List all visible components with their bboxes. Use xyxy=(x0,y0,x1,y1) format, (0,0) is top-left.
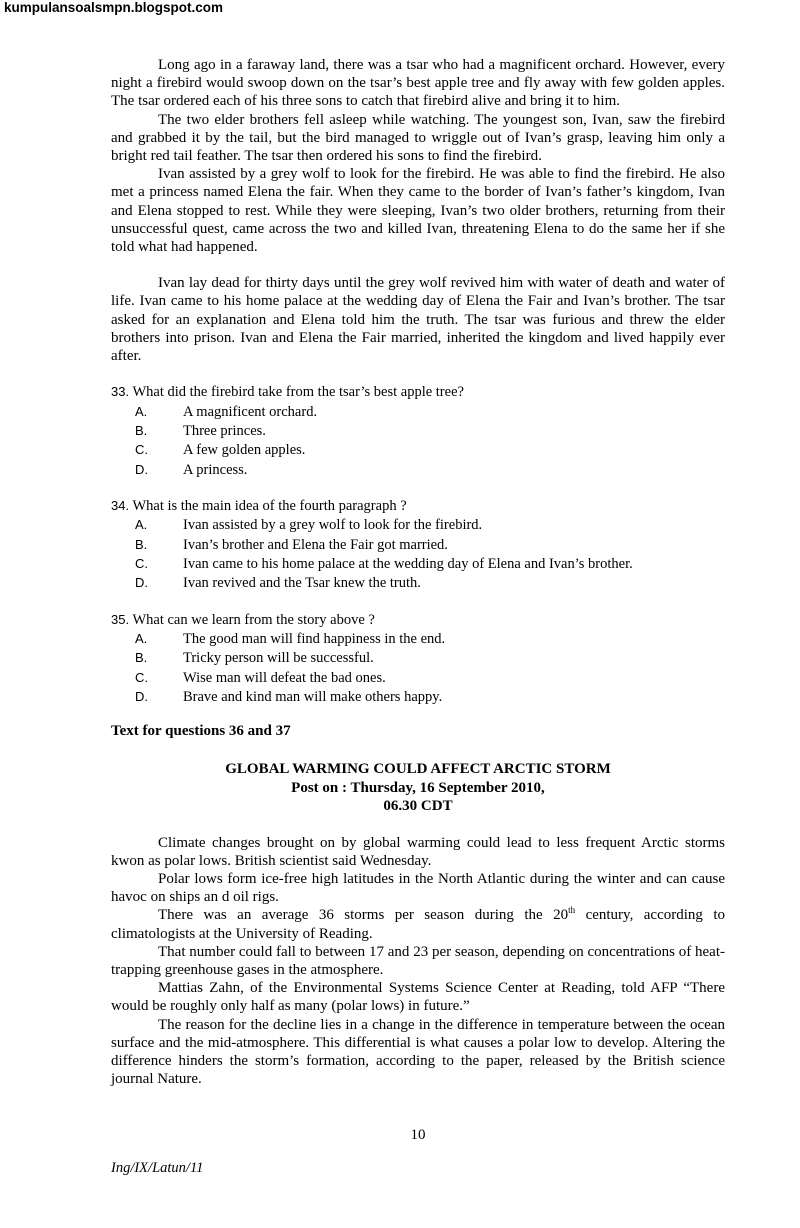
question-text: What did the firebird take from the tsar’s best apple tree? xyxy=(132,384,464,401)
option-letter: C. xyxy=(135,442,148,458)
question-stem xyxy=(111,610,725,630)
question-33 xyxy=(111,382,725,479)
article-time: 06.30 CDT xyxy=(383,798,453,815)
option-letter: B. xyxy=(135,650,148,666)
option-a[interactable] xyxy=(111,402,725,421)
question-stem xyxy=(111,382,725,402)
option-letter: A. xyxy=(135,631,148,647)
option-letter: A. xyxy=(135,517,148,533)
story-text xyxy=(111,56,725,365)
option-a[interactable] xyxy=(111,629,725,648)
option-b[interactable] xyxy=(111,648,725,667)
article-headline xyxy=(111,760,725,815)
option-c[interactable] xyxy=(111,668,725,687)
story-paragraph-2: The two elder brothers fell asleep while watching. The youngest son, Ivan, saw the firebird and grabbed it by the tail, but the bird managed to wriggle out of Ivan’s grasp, leaving him only a bright red tail feather. The tsar then ordered his sons to find the firebird. xyxy=(111,111,725,165)
story-paragraph-4: Ivan lay dead for thirty days until the grey wolf revived him with water of death and water of life. Ivan came to his home palace at the wedding day of Elena the Fair and Ivan’s brother. The tsar asked for an explanation and Elena told him the truth. The tsar was furious and threw the elder brothers into prison. Ivan and Elena the Fair married, inherited the kingdom and lived happily ever after. xyxy=(111,275,725,365)
question-stem xyxy=(111,496,725,516)
option-d[interactable] xyxy=(111,687,725,706)
article-body xyxy=(111,834,725,1089)
option-c[interactable] xyxy=(111,554,725,573)
option-text: Three princes. xyxy=(183,423,266,440)
story-paragraph-1: Long ago in a faraway land, there was a tsar who had a magnificent orchard. However, every night a firebird would swoop down on the tsar’s best apple tree and fly away with few golden apples. The tsar ordered each of his three sons to catch that firebird alive and bring it to him. xyxy=(111,57,725,110)
option-letter: C. xyxy=(135,669,148,685)
option-text: A few golden apples. xyxy=(183,442,306,459)
option-text: Ivan revived and the Tsar knew the truth. xyxy=(183,575,421,592)
option-text: The good man will find happiness in the end. xyxy=(183,631,446,648)
question-text: What can we learn from the story above ? xyxy=(132,611,375,628)
article-paragraph-4: That number could fall to between 17 and 23 per season, depending on concentrations of heat-trapping greenhouse gases in the atmosphere. xyxy=(111,943,725,978)
article-paragraph-3 xyxy=(111,906,725,942)
option-a[interactable] xyxy=(111,515,725,534)
option-text: A magnificent orchard. xyxy=(183,403,318,420)
page-content xyxy=(111,56,725,1088)
option-letter: B. xyxy=(135,423,148,439)
option-b[interactable] xyxy=(111,535,725,554)
option-text: Brave and kind man will make others happy. xyxy=(183,689,443,706)
article-paragraph-5: Mattias Zahn, of the Environmental Systems Science Center at Reading, told AFP “There would be roughly only half as many (polar lows) in future.” xyxy=(111,980,725,1015)
option-text: Ivan assisted by a grey wolf to look for the firebird. xyxy=(183,517,483,534)
section-label: Text for questions 36 and 37 xyxy=(111,723,291,740)
option-letter: C. xyxy=(135,556,148,572)
option-letter: D. xyxy=(135,461,148,477)
ordinal-suffix: th xyxy=(568,905,576,916)
option-letter: B. xyxy=(135,536,148,552)
option-c[interactable] xyxy=(111,440,725,459)
article-posted: Post on : Thursday, 16 September 2010, xyxy=(291,779,545,796)
option-d[interactable] xyxy=(111,573,725,592)
option-text: A princess. xyxy=(183,461,248,478)
option-text: Ivan came to his home palace at the wedding day of Elena and Ivan’s brother. xyxy=(183,556,633,573)
article-paragraph-6: The reason for the decline lies in a change in the difference in temperature between the ocean surface and the mid-atmosphere. This differential is what causes a polar low to develop. Altering the difference hinders the storm’s formation, according to the paper, released by the British science journal Nature. xyxy=(111,1016,725,1088)
storms-text-start: There was an average 36 storms per season during the 20 xyxy=(158,907,569,924)
option-letter: D. xyxy=(135,689,148,705)
option-b[interactable] xyxy=(111,421,725,440)
page-number: 10 xyxy=(410,1127,426,1143)
question-34 xyxy=(111,496,725,593)
option-text: Tricky person will be successful. xyxy=(183,650,374,667)
question-number: 34. xyxy=(111,497,130,513)
article-title: GLOBAL WARMING COULD AFFECT ARCTIC STORM xyxy=(225,761,611,778)
option-text: Wise man will defeat the bad ones. xyxy=(183,669,386,686)
option-text: Ivan’s brother and Elena the Fair got married. xyxy=(183,536,448,553)
question-number: 33. xyxy=(111,384,130,400)
storms-text-end: century, according to climatologists at the University of Reading. xyxy=(111,907,725,942)
article-paragraph-1: Climate changes brought on by global warming could lead to less frequent Arctic storms kwon as polar lows. British scientist said Wednesday. xyxy=(111,834,725,869)
story-paragraph-3: Ivan assisted by a grey wolf to look for the firebird. He was able to find the firebird. He also met a princess named Elena the fair. When they came to the border of Ivan’s father’s kingdom, Ivan and Elena stopped to rest. While they were sleeping, Ivan’s two older brothers, returning from their unsuccessful quest, came across the two and killed Ivan, threatening Elena to do the same her if she told what had happened. xyxy=(111,166,725,256)
document-code: Ing/IX/Latun/11 xyxy=(111,1160,204,1176)
question-number: 35. xyxy=(111,611,130,627)
site-url: kumpulansoalsmpn.blogspot.com xyxy=(4,0,224,15)
article-paragraph-2: Polar lows form ice-free high latitudes in the North Atlantic during the winter and can cause havoc on ships an d oil rigs. xyxy=(111,870,725,906)
option-d[interactable] xyxy=(111,460,725,479)
question-35 xyxy=(111,610,725,707)
question-text: What is the main idea of the fourth paragraph ? xyxy=(132,497,407,514)
option-letter: D. xyxy=(135,575,148,591)
option-letter: A. xyxy=(135,403,148,419)
